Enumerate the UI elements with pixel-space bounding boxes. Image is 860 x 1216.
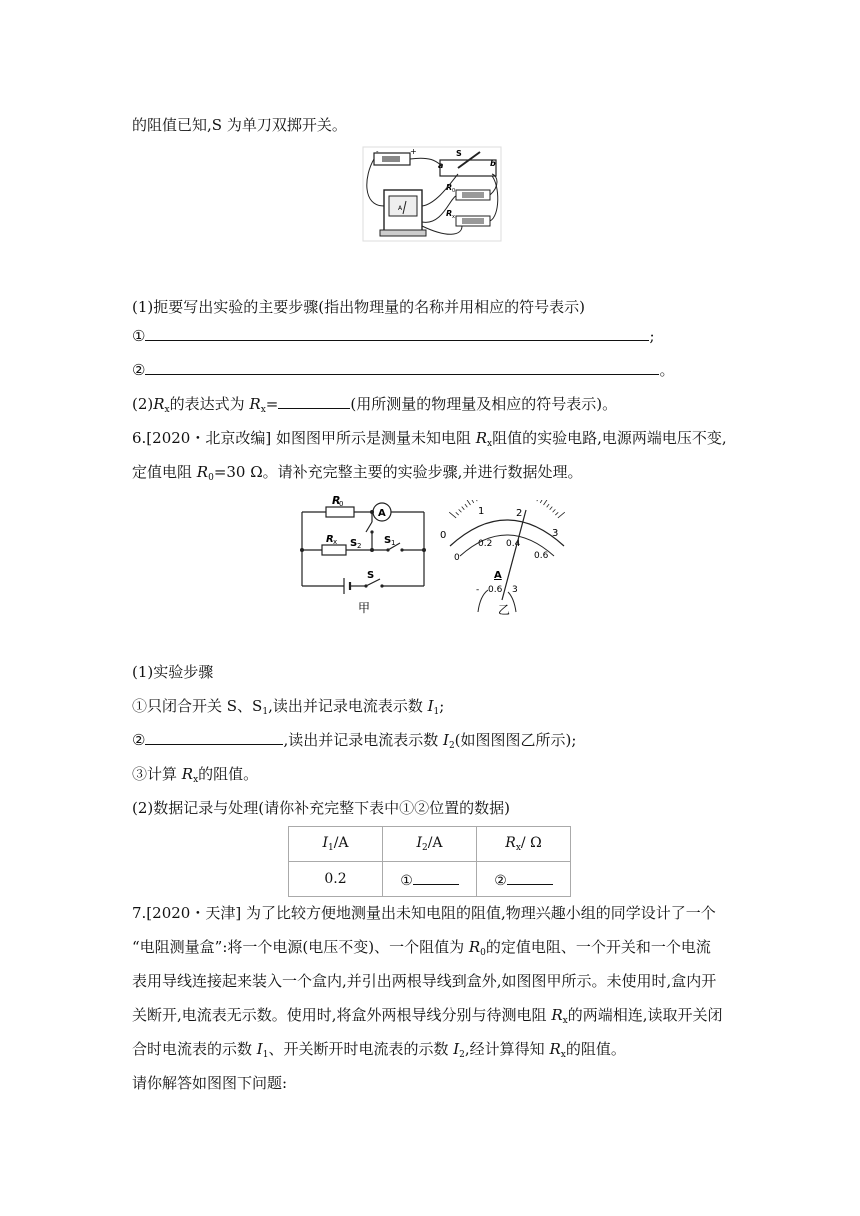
svg-text:-: - — [476, 585, 480, 595]
blank-step-2[interactable] — [145, 729, 283, 745]
circuit-s2-label: S — [350, 538, 358, 549]
table-cell-i2[interactable]: ① — [383, 862, 477, 897]
meter-tick — [467, 500, 471, 505]
svg-text:0: 0 — [452, 188, 456, 194]
q6-steps-title: (1)实验步骤 — [132, 663, 214, 681]
q7-line-4: 关断开,电流表无示数。使用时,将盒外两根导线分别与待测电阻 $R_x$的两端相连,读取开关闭 — [132, 1006, 723, 1026]
svg-text:0.4: 0.4 — [506, 539, 521, 549]
meter-tick — [547, 504, 549, 507]
q6-step-2: ② ,读出并记录电流表示数 $I_2$(如图图图乙所示); — [132, 731, 577, 751]
meter-tick — [544, 500, 548, 505]
meter-tick — [456, 512, 459, 515]
q7-line-5: 合时电流表的示数 $I_1$、开关断开时电流表的示数 $I_2$,经计算得知 $R_x$的阻值。 — [132, 1040, 626, 1060]
svg-text:x: x — [452, 214, 455, 220]
meter-tick — [462, 507, 465, 510]
svg-text:x: x — [333, 538, 338, 546]
svg-text:A: A — [398, 205, 403, 212]
table-cell-i1: 0.2 — [289, 862, 383, 897]
table-cell-rx[interactable]: ② — [477, 862, 571, 897]
circuit-rx-label: R — [326, 534, 334, 545]
circuit-ammeter-label: A — [378, 508, 386, 519]
meter-tick — [465, 504, 467, 507]
q5-part1: (1)扼要写出实验的主要步骤(指出物理量的名称并用相应的符号表示) — [132, 298, 585, 316]
q6-line-1: 6.[2020・北京改编] 如图图甲所示是测量未知电阻 $R_x$阻值的实验电路,电源两端电压不变, — [132, 429, 727, 449]
blank-2[interactable] — [145, 359, 659, 375]
meter-tick — [537, 500, 539, 501]
q5-answer-line-2: ② 。 — [132, 361, 675, 379]
meter-unit: A — [494, 570, 502, 581]
q7-line-1: 7.[2020・天津] 为了比较方便地测量出未知电阻的阻值,物理兴趣小组的同学设计了一个 — [132, 904, 716, 922]
meter-tick — [459, 509, 462, 512]
svg-text:R: R — [446, 183, 453, 192]
meter-tick — [449, 512, 456, 518]
meter-tick — [472, 500, 474, 503]
svg-text:0.6: 0.6 — [534, 551, 549, 561]
svg-text:+: + — [410, 147, 417, 156]
svg-text:0.6: 0.6 — [488, 585, 503, 595]
svg-text:2: 2 — [357, 542, 362, 550]
figure-label-yi: 乙 — [498, 603, 511, 617]
svg-text:-: - — [376, 148, 379, 156]
svg-text:a: a — [438, 161, 444, 170]
blank-1[interactable] — [145, 325, 649, 341]
circuit-diagram-jia — [292, 494, 432, 618]
table-header-i2: $I_2/A$ — [383, 827, 477, 862]
ammeter-dial-yi — [432, 500, 582, 618]
svg-text:0: 0 — [339, 500, 344, 508]
table-row — [289, 862, 571, 897]
q6-data-title: (2)数据记录与处理(请你补充完整下表中①②位置的数据) — [132, 799, 510, 817]
svg-text:1: 1 — [478, 506, 485, 517]
svg-text:0.2: 0.2 — [478, 539, 493, 549]
svg-text:2: 2 — [516, 508, 523, 519]
q7-line-6: 请你解答如图图下问题: — [132, 1074, 288, 1092]
svg-text:b: b — [490, 159, 496, 168]
meter-tick — [550, 507, 553, 510]
svg-text:R: R — [446, 209, 453, 218]
meter-tick — [555, 512, 558, 515]
table-header-i1: $I_1/A$ — [289, 827, 383, 862]
table-header-rx: $R_x/$ Ω — [477, 827, 571, 862]
figure-label-jia: 甲 — [358, 601, 371, 615]
table-header-row — [289, 827, 571, 862]
q5-part2: $(2)R_x$的表达式为 $R_x=$ (用所测量的物理量及相应的符号表示)。 — [132, 395, 618, 415]
q6-step-1: ①只闭合开关 S、$S_1$,读出并记录电流表示数 $I_1$; — [132, 697, 445, 717]
apparatus-figure — [362, 146, 502, 242]
svg-text:1: 1 — [391, 539, 396, 547]
circuit-r0-label: R — [332, 494, 341, 507]
q6-line-2: 定值电阻 $R_0=30$ Ω。请补充完整主要的实验步骤,并进行数据处理。 — [132, 463, 583, 483]
q7-line-2: “电阻测量盒”:将一个电源(电压不变)、一个阻值为 $R_0$的定值电阻、一个开关和一个电流 — [132, 938, 711, 958]
svg-text:3: 3 — [552, 528, 559, 539]
circuit-s1-label: S — [384, 535, 392, 546]
blank-rx-expression[interactable] — [278, 393, 350, 409]
meter-tick — [558, 512, 565, 518]
meter-tick — [553, 509, 556, 512]
q7-line-3: 表用导线连接起来装入一个盒内,并引出两根导线到盒外,如图图甲所示。未使用时,盒内开 — [132, 972, 717, 990]
q6-step-3: ③计算 $R_x$的阻值。 — [132, 765, 259, 785]
data-table — [288, 826, 571, 897]
intro-text: 的阻值已知,S 为单刀双掷开关。 — [132, 116, 347, 134]
circuit-s-label: S — [367, 570, 375, 581]
switch-label-s: S — [456, 149, 462, 158]
meter-tick — [475, 500, 477, 501]
q5-answer-line-1: ① ; — [132, 327, 655, 345]
svg-text:3: 3 — [512, 585, 518, 595]
svg-text:0: 0 — [454, 553, 460, 563]
meter-tick — [540, 500, 542, 503]
svg-text:0: 0 — [440, 530, 447, 541]
